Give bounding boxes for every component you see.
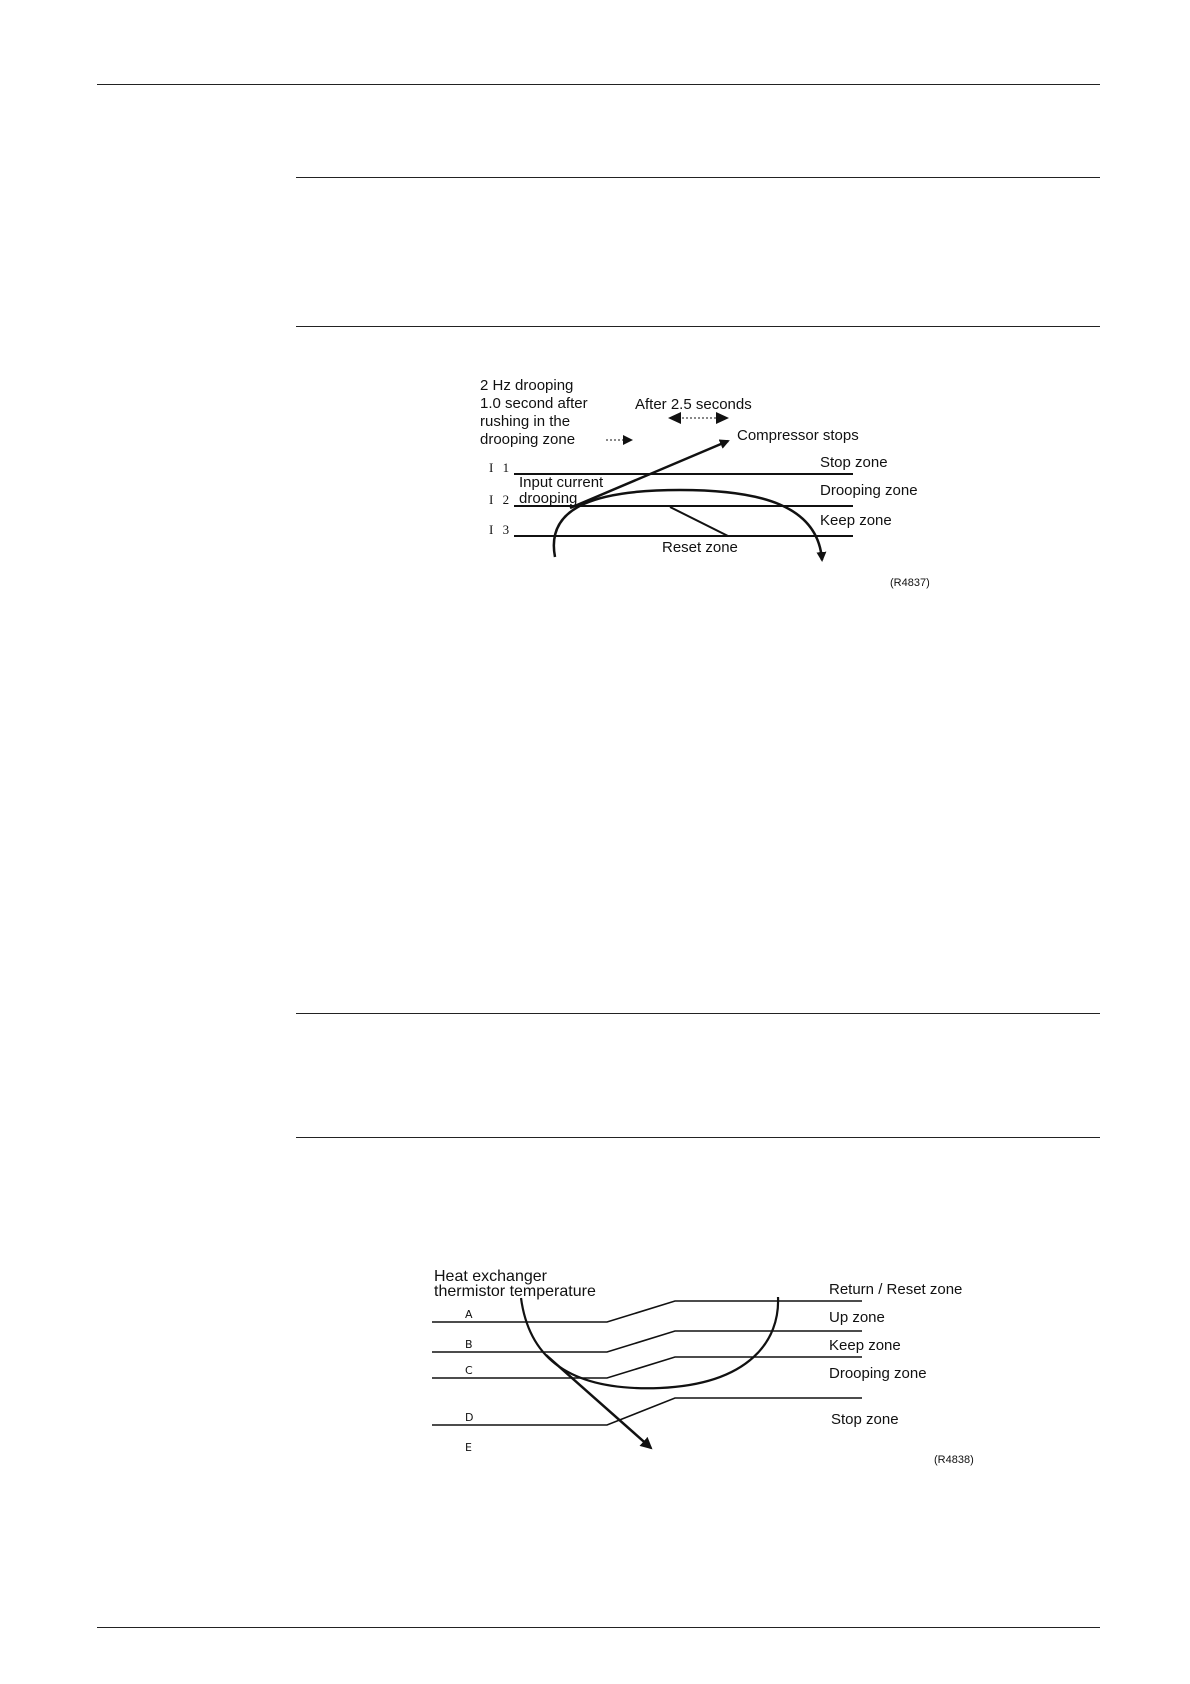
stop-zone-label: Stop zone (820, 454, 888, 471)
temperature-loop (521, 1297, 778, 1388)
drooping-zone-label-2: Drooping zone (829, 1365, 927, 1382)
level-c: C (465, 1364, 473, 1377)
return-reset-zone-label: Return / Reset zone (829, 1281, 963, 1298)
boundary-b (432, 1331, 862, 1352)
boundary-d (432, 1398, 862, 1425)
drooping-note-line: rushing in the (480, 413, 571, 430)
drooping-note-line: 2 Hz drooping (480, 377, 574, 394)
level-d: D (465, 1411, 474, 1424)
figure-ref-1: (R4837) (890, 577, 930, 589)
input-current-line: drooping (519, 490, 578, 507)
stop-zone-label-2: Stop zone (831, 1411, 899, 1428)
after-seconds-label: After 2.5 seconds (635, 396, 752, 413)
compressor-stops-label: Compressor stops (737, 427, 859, 444)
drooping-zone-label: Drooping zone (820, 482, 918, 499)
drooping-note-line: drooping zone (480, 431, 576, 448)
level-i2: I 2 (489, 492, 513, 507)
keep-zone-label: Keep zone (820, 512, 892, 529)
level-a: A (465, 1308, 473, 1321)
level-i1: I 1 (489, 460, 513, 475)
reset-zone-label: Reset zone (662, 539, 738, 556)
level-i3: I 3 (489, 522, 513, 537)
up-zone-label: Up zone (829, 1309, 885, 1326)
heat-exchanger-title-line: thermistor temperature (434, 1283, 596, 1300)
figure-ref-2: (R4838) (934, 1454, 974, 1466)
level-b: B (465, 1338, 473, 1351)
level-e: E (465, 1441, 472, 1454)
drooping-note-line: 1.0 second after (480, 395, 588, 412)
boundary-a (432, 1301, 862, 1322)
heat-exchanger-title-line: Heat exchanger (434, 1268, 547, 1285)
heat-exchanger-title (434, 1269, 596, 1299)
input-current-line: Input current (519, 474, 604, 491)
boundary-c (432, 1357, 862, 1378)
keep-zone-label-2: Keep zone (829, 1337, 901, 1354)
